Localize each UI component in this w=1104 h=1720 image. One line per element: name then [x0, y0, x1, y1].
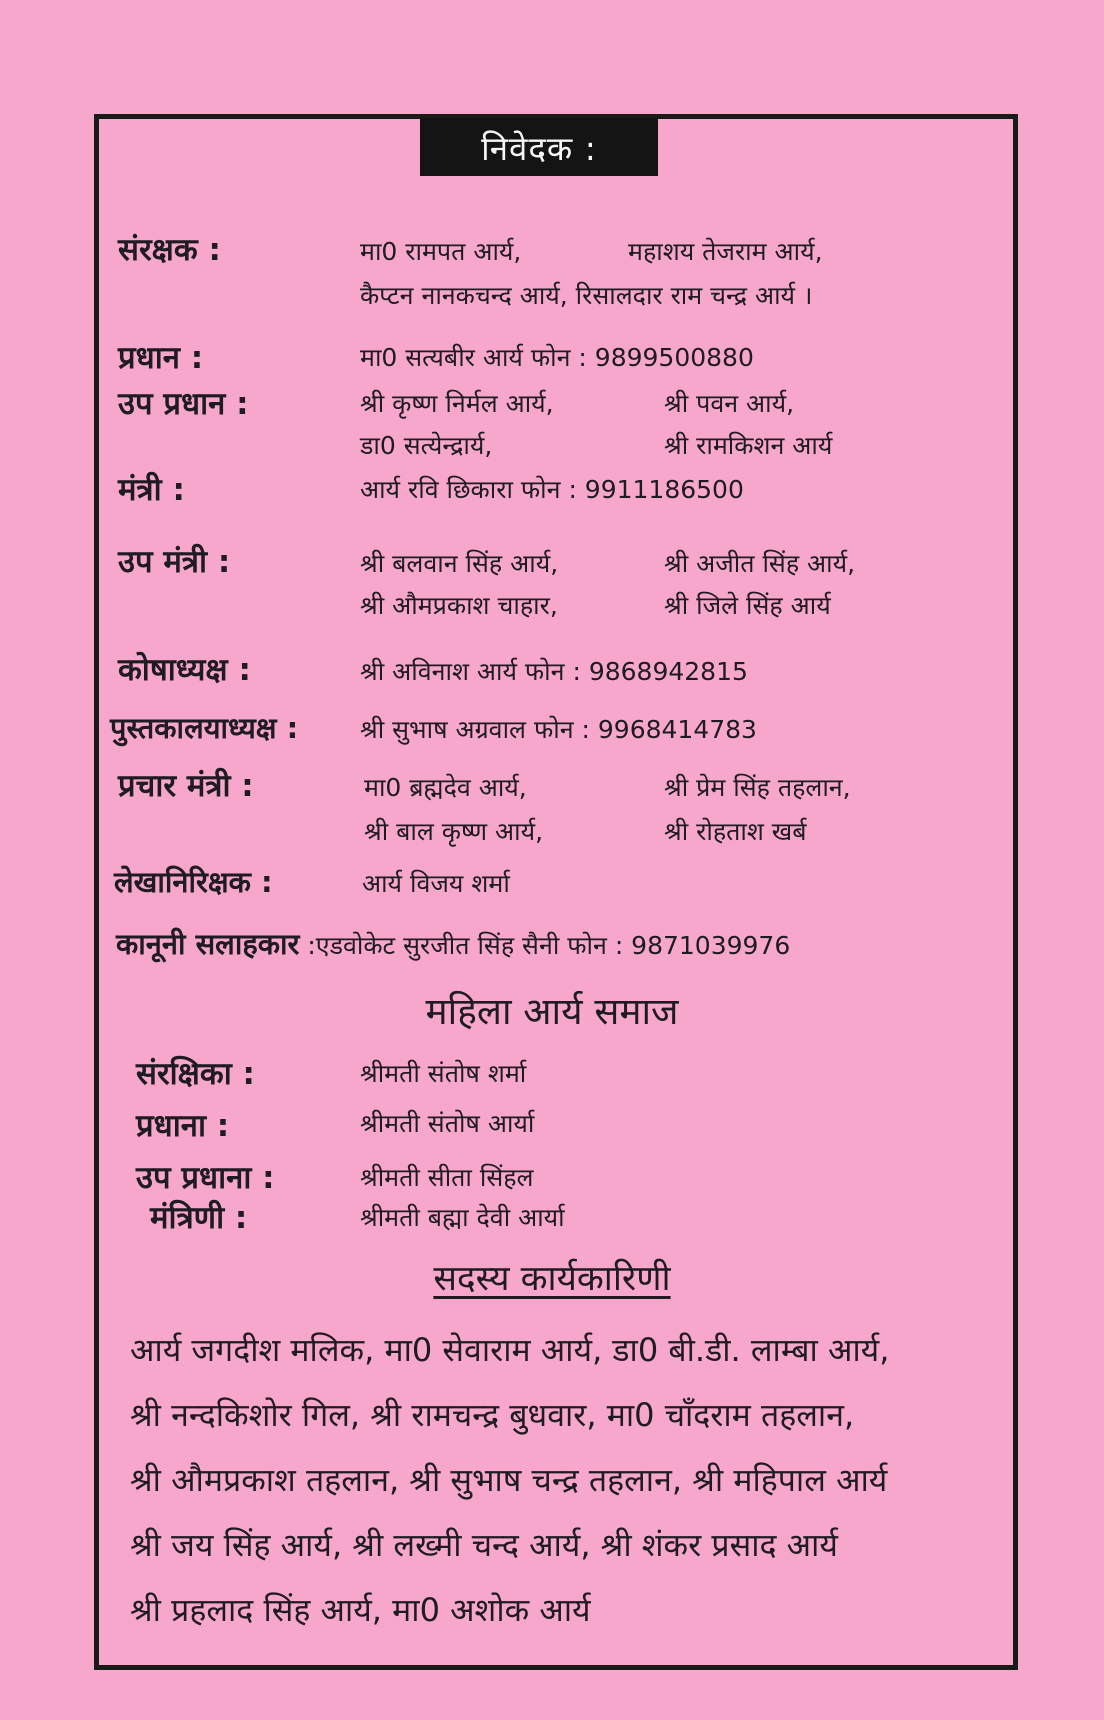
- karyakarini-line: श्री नन्दकिशोर गिल, श्री रामचन्द्र बुधवार, मा0 चाँदराम तहलान,: [130, 1396, 855, 1434]
- up-pradhan-name-4: श्री रामकिशन आर्य: [664, 431, 833, 460]
- up-mantri-name-3: श्री औमप्रकाश चाहार,: [360, 591, 558, 620]
- lekhanirikshak-value: आर्य विजय शर्मा: [362, 869, 510, 898]
- prachar-mantri-name-4: श्री रोहताश खर्ब: [664, 817, 807, 846]
- pustakalayadhyaksh-value: श्री सुभाष अग्रवाल फोन : 9968414783: [360, 715, 757, 744]
- up-mantri-name-2: श्री अजीत सिंह आर्य,: [664, 549, 856, 578]
- up-mantri-name-1: श्री बलवान सिंह आर्य,: [360, 549, 559, 578]
- karyakarini-line: श्री जय सिंह आर्य, श्री लख्मी चन्द आर्य, श्री शंकर प्रसाद आर्य: [130, 1526, 838, 1564]
- mahila-up-pradhana-value: श्रीमती सीता सिंहल: [360, 1163, 534, 1192]
- mahila-sanrakshika-value: श्रीमती संतोष शर्मा: [360, 1059, 527, 1088]
- sanrakshak-label: संरक्षक :: [118, 232, 221, 268]
- mantri-label: मंत्री :: [118, 472, 185, 508]
- prachar-mantri-label: प्रचार मंत्री :: [118, 768, 254, 804]
- up-mantri-label: उप मंत्री :: [118, 544, 231, 580]
- up-mantri-name-4: श्री जिले सिंह आर्य: [664, 591, 831, 620]
- prachar-mantri-name-2: श्री प्रेम सिंह तहलान,: [664, 773, 851, 802]
- karyakarini-heading-text: सदस्य कार्यकारिणी: [433, 1259, 671, 1299]
- mahila-sanrakshika-label: संरक्षिका :: [136, 1056, 255, 1092]
- up-pradhan-name-3: डा0 सत्येन्द्रार्य,: [360, 431, 493, 460]
- kanooni-label: कानूनी सलाहकार: [116, 927, 300, 961]
- mahila-mantrini-value: श्रीमती बह्मा देवी आर्या: [360, 1203, 565, 1232]
- karyakarini-line: श्री प्रहलाद सिंह आर्य, मा0 अशोक आर्य: [130, 1591, 591, 1629]
- sanrakshak-name-1: मा0 रामपत आर्य,: [360, 237, 522, 266]
- mahila-mantrini-label: मंत्रिणी :: [150, 1200, 248, 1236]
- karyakarini-line: आर्य जगदीश मलिक, मा0 सेवाराम आर्य, डा0 बी.डी. लाम्बा आर्य,: [130, 1331, 890, 1369]
- up-pradhan-name-2: श्री पवन आर्य,: [664, 389, 795, 418]
- karyakarini-heading: [0, 1254, 1104, 1301]
- koshadhyaksh-value: श्री अविनाश आर्य फोन : 9868942815: [360, 657, 748, 686]
- karyakarini-line: श्री औमप्रकाश तहलान, श्री सुभाष चन्द्र तहलान, श्री महिपाल आर्य: [130, 1461, 888, 1499]
- prachar-mantri-name-3: श्री बाल कृष्ण आर्य,: [364, 817, 544, 846]
- pradhan-value: मा0 सत्यबीर आर्य फोन : 9899500880: [360, 343, 754, 372]
- lekhanirikshak-label: लेखानिरिक्षक :: [114, 865, 273, 899]
- pustakalayadhyaksh-label: पुस्तकालयाध्यक्ष :: [110, 711, 299, 745]
- koshadhyaksh-label: कोषाध्यक्ष :: [118, 652, 251, 688]
- page-title: निवेदक :: [420, 118, 658, 176]
- mahila-pradhana-value: श्रीमती संतोष आर्या: [360, 1109, 535, 1138]
- mantri-value: आर्य रवि छिकारा फोन : 9911186500: [360, 475, 744, 504]
- prachar-mantri-name-1: मा0 ब्रह्मदेव आर्य,: [364, 773, 527, 802]
- up-pradhan-label: उप प्रधान :: [118, 386, 249, 422]
- kanooni-value: :एडवोकेट सुरजीत सिंह सैनी फोन : 9871039976: [307, 931, 791, 960]
- sanrakshak-name-2: महाशय तेजराम आर्य,: [628, 237, 823, 266]
- karyakarini-members: [130, 1318, 990, 1643]
- mahila-up-pradhana-label: उप प्रधाना :: [136, 1160, 275, 1196]
- sanrakshak-names-line-2: कैप्टन नानकचन्द आर्य, रिसालदार राम चन्द्र आर्य ।: [360, 281, 813, 310]
- mahila-pradhana-label: प्रधाना :: [136, 1108, 230, 1144]
- up-pradhan-name-1: श्री कृष्ण निर्मल आर्य,: [360, 389, 554, 418]
- pradhan-label: प्रधान :: [118, 340, 204, 376]
- mahila-heading: महिला आर्य समाज: [425, 990, 679, 1033]
